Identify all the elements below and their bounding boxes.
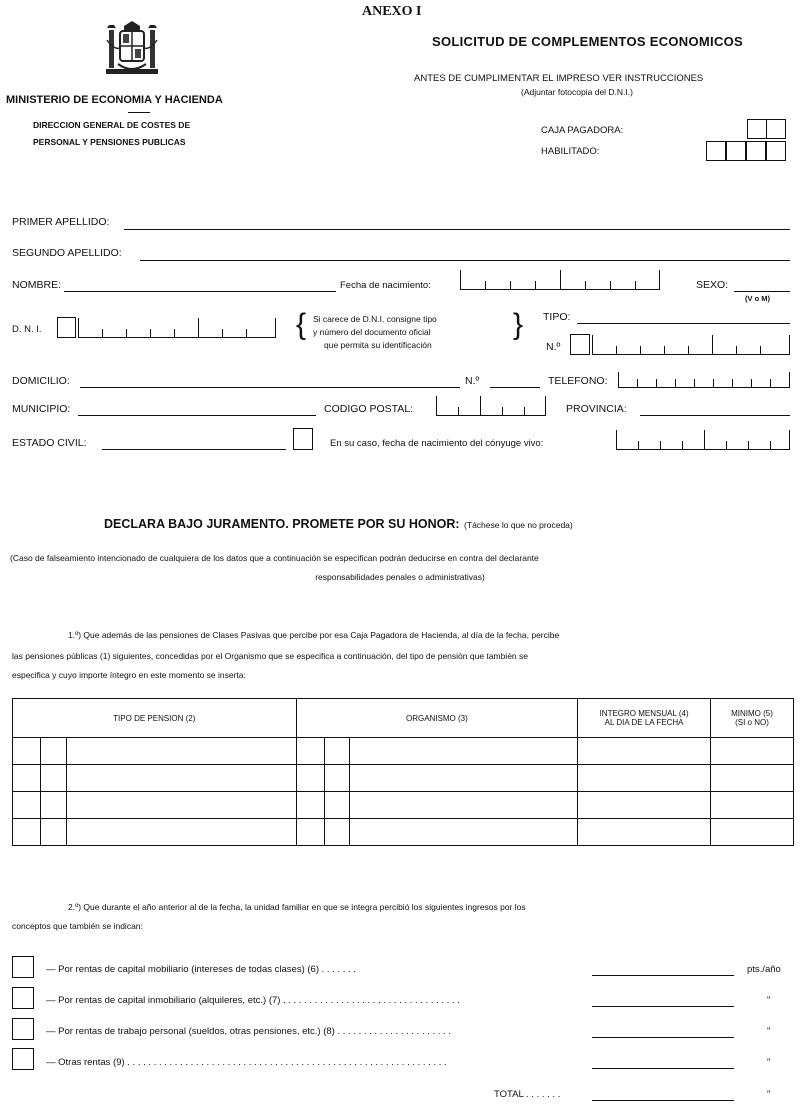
- instructions-note: ANTES DE CUMPLIMENTAR EL IMPRESO VER INSTRUCCIONES: [414, 73, 704, 84]
- otras-rentas-checkbox[interactable]: [12, 1048, 34, 1070]
- integro-cell[interactable]: [578, 765, 711, 792]
- nombre-label: NOMBRE:: [12, 279, 62, 291]
- ministry-name: MINISTERIO DE ECONOMIA Y HACIENDA: [6, 94, 223, 106]
- direccion-line1: DIRECCION GENERAL DE COSTES DE: [33, 120, 191, 130]
- warning-line2: responsabilidades penales o administrativas): [315, 572, 485, 582]
- annex-label: ANEXO I: [362, 4, 422, 19]
- otras-rentas-amount[interactable]: [592, 1068, 734, 1069]
- doc-number-field[interactable]: [592, 335, 790, 355]
- renta-inmobiliario-checkbox[interactable]: [12, 987, 34, 1009]
- form-title: SOLICITUD DE COMPLEMENTOS ECONOMICOS: [432, 34, 744, 49]
- habilitado-box-2[interactable]: [726, 141, 746, 161]
- table-row[interactable]: [13, 738, 794, 765]
- org-code-cell[interactable]: [324, 738, 350, 765]
- caja-box-1[interactable]: [747, 119, 767, 139]
- renta-mobiliario-label: — Por rentas de capital mobiliario (intereses de todas clases) (6) . . . . . . .: [46, 964, 356, 975]
- provincia-label: PROVINCIA:: [566, 403, 627, 415]
- header-tipo-pension: TIPO DE PENSION (2): [13, 699, 297, 738]
- dni-note-brace-left: {: [296, 308, 307, 341]
- renta-trabajo-label: — Por rentas de trabajo personal (sueldos, otras pensiones, etc.) (8) . . . . . . . . . . . . . . . . . . . . . .: [46, 1026, 451, 1037]
- minimo-cell[interactable]: [711, 765, 794, 792]
- ministry-rule: [128, 112, 150, 113]
- total-amount[interactable]: [592, 1100, 734, 1101]
- doc-letter-box[interactable]: [570, 334, 590, 355]
- org-code-cell[interactable]: [296, 819, 324, 846]
- table-row[interactable]: [13, 792, 794, 819]
- org-code-cell[interactable]: [324, 792, 350, 819]
- tipo-code-cell[interactable]: [40, 738, 66, 765]
- telefono-label: TELEFONO:: [548, 375, 608, 387]
- sexo-hint: (V o M): [745, 294, 770, 303]
- habilitado-box-4[interactable]: [766, 141, 786, 161]
- fecha-nacimiento-field[interactable]: [460, 270, 660, 290]
- header-integro: [578, 699, 711, 738]
- habilitado-label: HABILITADO:: [541, 146, 600, 157]
- segundo-apellido-label: SEGUNDO APELLIDO:: [12, 247, 122, 259]
- renta-trabajo-amount[interactable]: [592, 1037, 734, 1038]
- renta-inmobiliario-unit: ": [767, 995, 771, 1006]
- minimo-cell[interactable]: [711, 819, 794, 846]
- org-desc-cell[interactable]: [350, 738, 578, 765]
- provincia-field[interactable]: [640, 415, 790, 416]
- paragraph2-line1: 2.º) Que durante el año anterior al de la fecha, la unidad familiar en que se integra percibió los siguientes ingresos por los: [68, 902, 526, 912]
- table-header-row: [13, 699, 794, 738]
- tipo-code-cell[interactable]: [13, 738, 41, 765]
- renta-trabajo-checkbox[interactable]: [12, 1018, 34, 1040]
- tipo-label: TIPO:: [543, 311, 571, 323]
- conyuge-label: En su caso, fecha de nacimiento del cónyuge vivo:: [330, 438, 544, 449]
- declaration-title-note: (Táchese lo que no proceda): [464, 520, 573, 530]
- primer-apellido-field[interactable]: [124, 229, 790, 230]
- minimo-cell[interactable]: [711, 792, 794, 819]
- estado-civil-label: ESTADO CIVIL:: [12, 437, 87, 449]
- municipio-label: MUNICIPIO:: [12, 403, 71, 415]
- dni-number-field[interactable]: [78, 318, 276, 338]
- primer-apellido-label: PRIMER APELLIDO:: [12, 216, 110, 228]
- tipo-code-cell[interactable]: [40, 792, 66, 819]
- org-desc-cell[interactable]: [350, 819, 578, 846]
- table-row[interactable]: [13, 819, 794, 846]
- dni-note-line2: y número del documento oficial: [313, 327, 431, 337]
- renta-mobiliario-checkbox[interactable]: [12, 956, 34, 978]
- conyuge-checkbox[interactable]: [293, 428, 313, 450]
- doc-numero-label: N.º: [546, 341, 561, 353]
- paragraph1-line3: especifica y cuyo importe íntegro en este momento se inserta:: [12, 670, 246, 680]
- tipo-code-cell[interactable]: [13, 765, 41, 792]
- municipio-field[interactable]: [78, 415, 316, 416]
- header-minimo: [711, 699, 794, 738]
- org-code-cell[interactable]: [324, 765, 350, 792]
- direccion-line2: PERSONAL Y PENSIONES PUBLICAS: [33, 137, 186, 147]
- integro-cell[interactable]: [578, 738, 711, 765]
- nombre-field[interactable]: [64, 291, 336, 292]
- dni-letter-box[interactable]: [57, 317, 76, 338]
- domicilio-numero-field[interactable]: [490, 387, 540, 388]
- dni-note-line3: que permita su identificación: [324, 340, 432, 350]
- codigo-postal-label: CODIGO POSTAL:: [324, 403, 414, 415]
- paragraph1-line2: las pensiones públicas (1) siguientes, concedidas por el Organismo que se especifica a continuación, del tipo de pensión que también se: [12, 651, 528, 661]
- paragraph1-line1: 1.º) Que además de las pensiones de Clases Pasivas que percibe por esa Caja Pagadora de Hacienda, al día de la fecha, percibe: [68, 630, 560, 640]
- org-code-cell[interactable]: [296, 792, 324, 819]
- tipo-field[interactable]: [577, 323, 790, 324]
- habilitado-box-3[interactable]: [746, 141, 766, 161]
- domicilio-label: DOMICILIO:: [12, 375, 70, 387]
- org-code-cell[interactable]: [296, 738, 324, 765]
- warning-line1: (Caso de falseamiento intencionado de cualquiera de los datos que a continuación se especifican podrán deducirse en contra del declarante: [10, 553, 539, 563]
- renta-mobiliario-unit: pts./año: [747, 964, 781, 975]
- renta-trabajo-unit: ": [767, 1026, 771, 1037]
- total-label: TOTAL . . . . . . .: [494, 1089, 561, 1100]
- integro-cell[interactable]: [578, 792, 711, 819]
- renta-inmobiliario-amount[interactable]: [592, 1006, 734, 1007]
- declaration-title: DECLARA BAJO JURAMENTO. PROMETE POR SU HONOR:: [104, 517, 460, 531]
- otras-rentas-label: — Otras rentas (9) . . . . . . . . . . . . . . . . . . . . . . . . . . . . . . . . . . . . . . . . . . . . . . . . . . . . . . . . . . . . .: [46, 1057, 447, 1068]
- header-organismo: ORGANISMO (3): [296, 699, 578, 738]
- header-integro-line1: INTEGRO MENSUAL (4): [599, 709, 689, 718]
- attach-note: (Adjuntar fotocopia del D.N.I.): [521, 87, 633, 97]
- header-minimo-line2: (SI o NO): [735, 718, 769, 727]
- org-code-cell[interactable]: [324, 819, 350, 846]
- org-desc-cell[interactable]: [350, 765, 578, 792]
- habilitado-box-1[interactable]: [706, 141, 726, 161]
- tipo-code-cell[interactable]: [40, 765, 66, 792]
- renta-inmobiliario-label: — Por rentas de capital inmobiliario (alquileres, etc.) (7) . . . . . . . . . . . . . . . . . . . . . . . . . . . . . . . . . .: [46, 995, 460, 1006]
- tipo-code-cell[interactable]: [13, 792, 41, 819]
- caja-box-2[interactable]: [766, 119, 786, 139]
- tipo-desc-cell[interactable]: [66, 738, 296, 765]
- total-unit: ": [767, 1089, 771, 1100]
- org-code-cell[interactable]: [296, 765, 324, 792]
- tipo-desc-cell[interactable]: [66, 792, 296, 819]
- table-row[interactable]: [13, 765, 794, 792]
- codigo-postal-field[interactable]: [436, 396, 546, 416]
- integro-cell[interactable]: [578, 819, 711, 846]
- tipo-desc-cell[interactable]: [66, 819, 296, 846]
- renta-mobiliario-amount[interactable]: [592, 975, 734, 976]
- domicilio-numero-label: N.º: [465, 375, 480, 387]
- header-minimo-line1: MINIMO (5): [731, 709, 773, 718]
- conyuge-fecha-field[interactable]: [616, 430, 790, 450]
- sexo-label: SEXO:: [696, 279, 729, 291]
- dni-label: D. N. I.: [12, 324, 42, 335]
- paragraph2-line2: conceptos que también se indican:: [12, 921, 143, 931]
- dni-note-line1: Si carece de D.N.I. consigne tipo: [313, 314, 437, 324]
- domicilio-field[interactable]: [80, 387, 460, 388]
- coat-of-arms-seal: [104, 20, 160, 78]
- tipo-code-cell[interactable]: [13, 819, 41, 846]
- estado-civil-field[interactable]: [102, 449, 286, 450]
- pension-table: [12, 698, 794, 846]
- telefono-field[interactable]: [618, 372, 790, 388]
- tipo-desc-cell[interactable]: [66, 765, 296, 792]
- minimo-cell[interactable]: [711, 738, 794, 765]
- dni-note-brace-right: }: [513, 308, 524, 341]
- caja-pagadora-label: CAJA PAGADORA:: [541, 125, 624, 136]
- otras-rentas-unit: ": [767, 1057, 771, 1068]
- sexo-field[interactable]: [734, 291, 790, 292]
- org-desc-cell[interactable]: [350, 792, 578, 819]
- header-integro-line2: AL DIA DE LA FECHA: [604, 718, 684, 727]
- tipo-code-cell[interactable]: [40, 819, 66, 846]
- segundo-apellido-field[interactable]: [140, 260, 790, 261]
- fecha-nacimiento-label: Fecha de nacimiento:: [340, 280, 431, 291]
- declaration-heading: [104, 515, 573, 533]
